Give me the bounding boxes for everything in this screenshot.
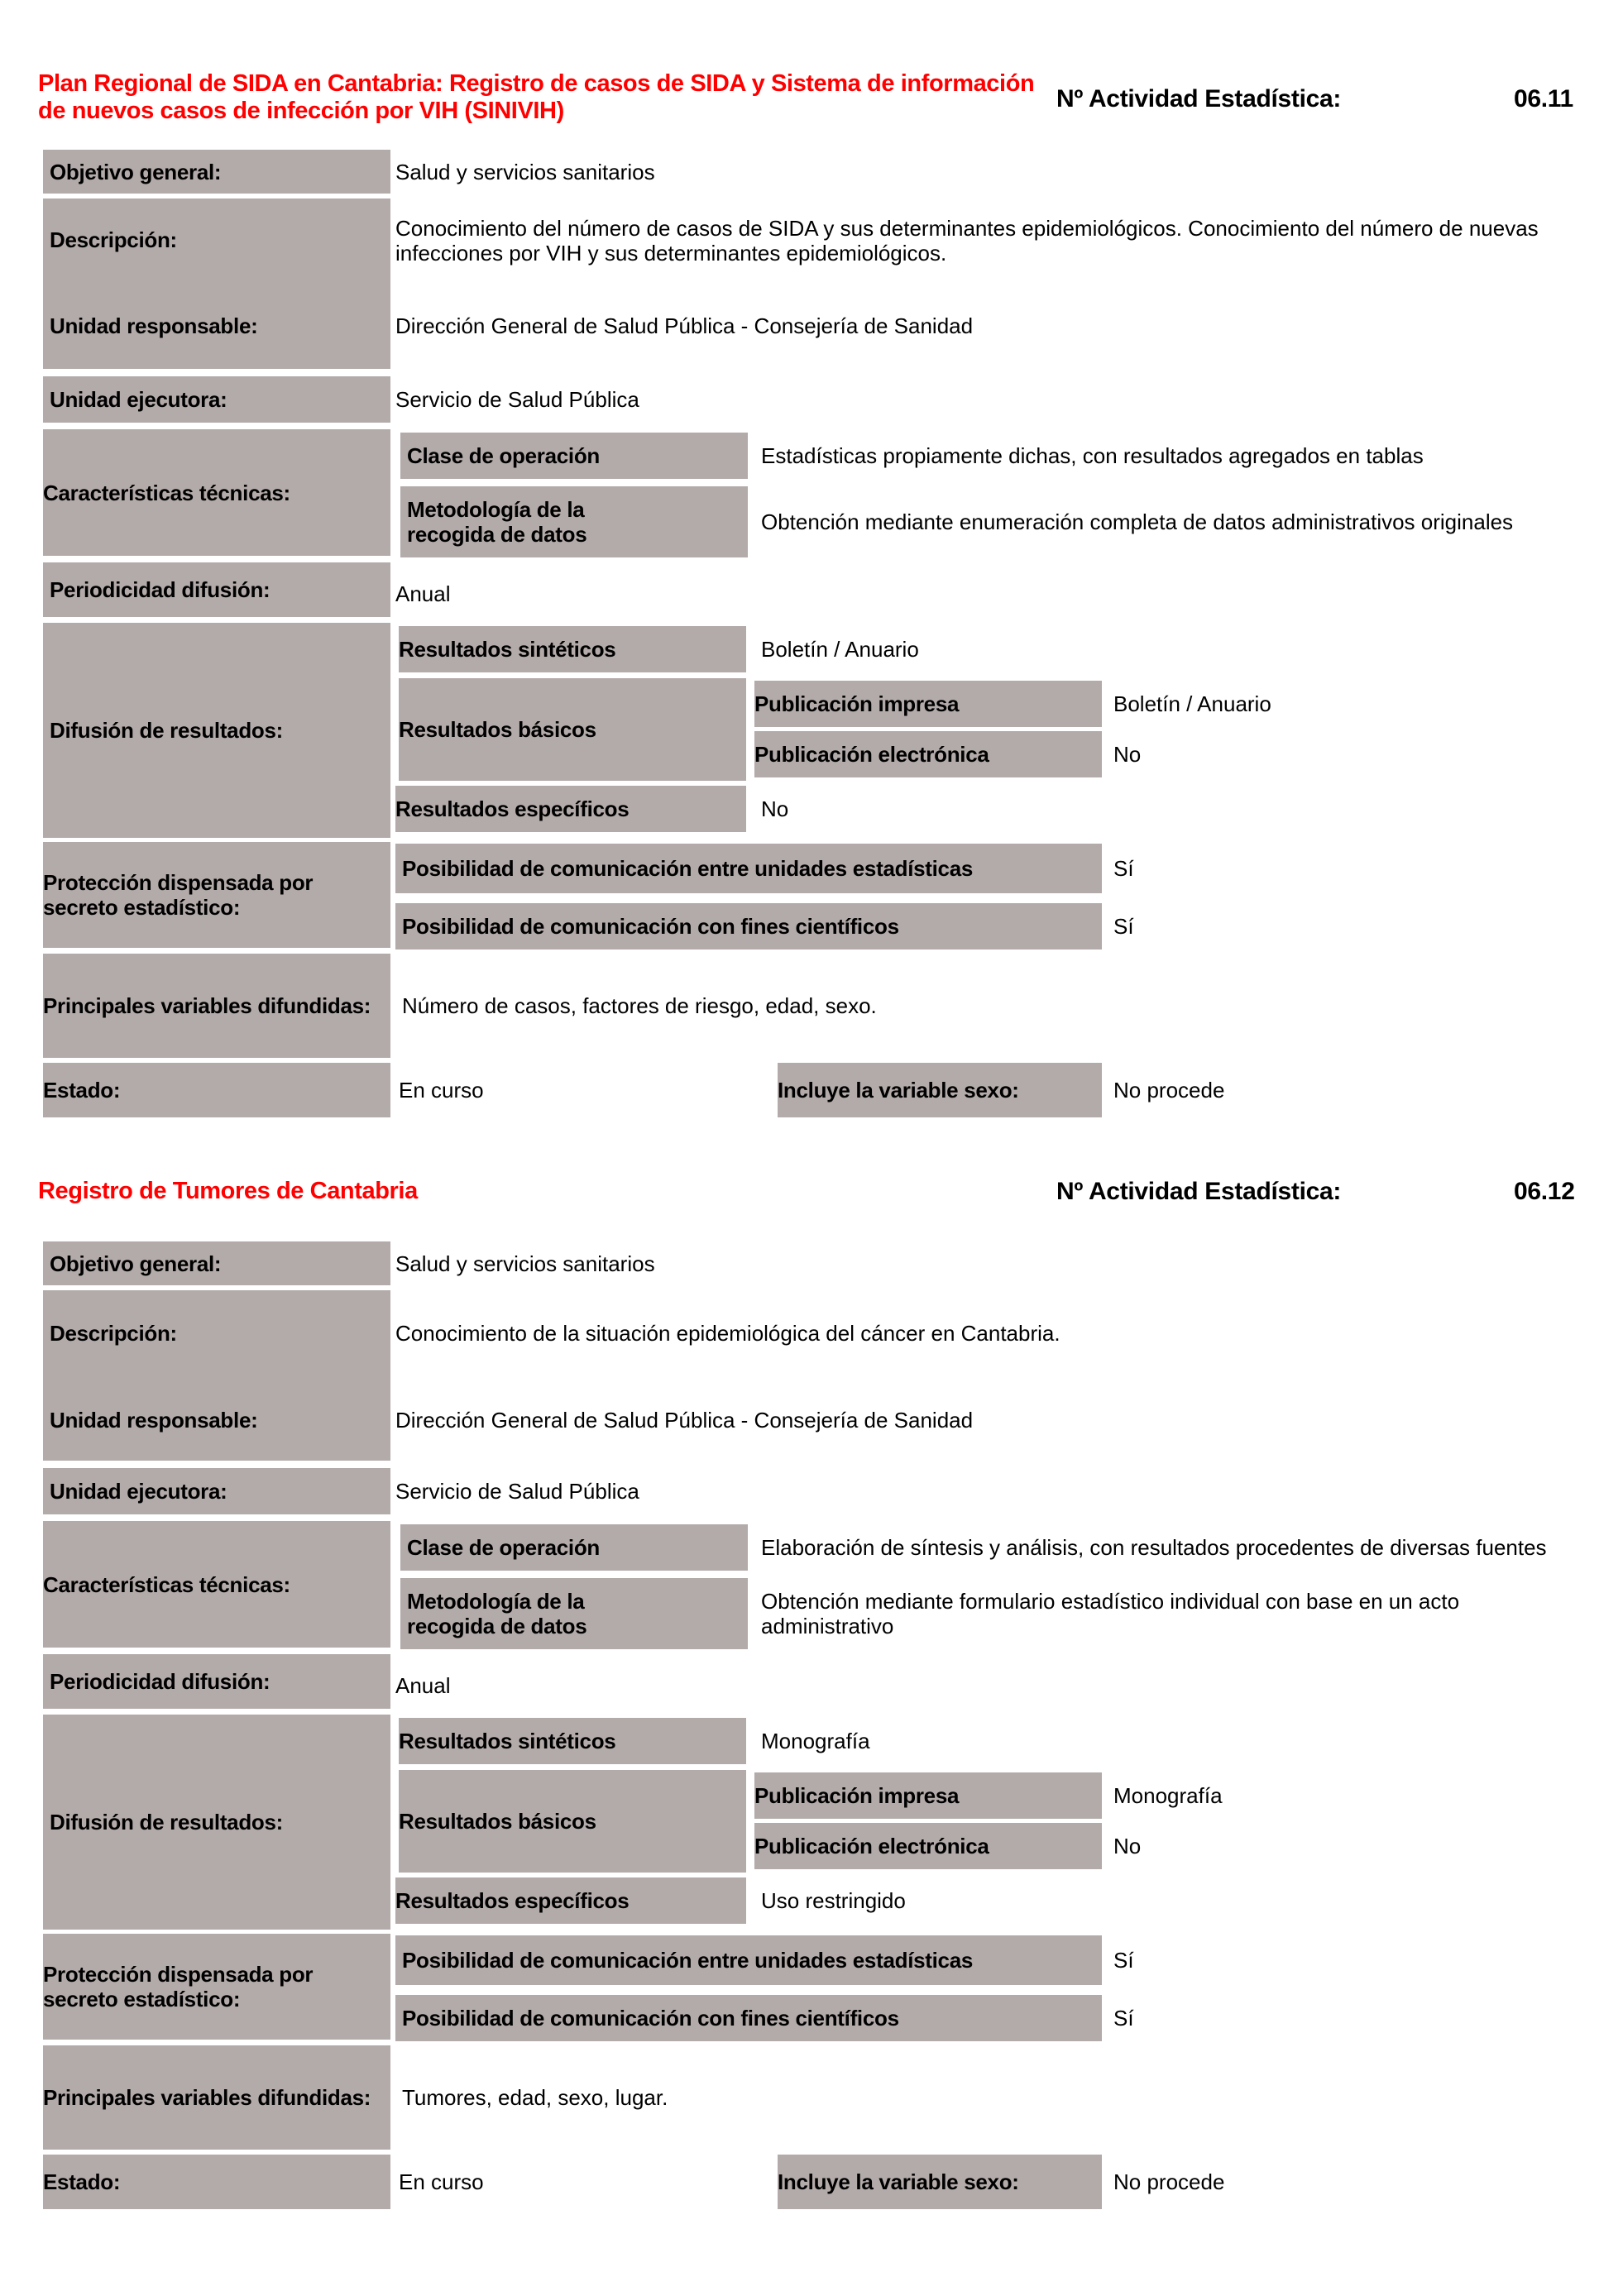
incluye-sexo-label: Incluye la variable sexo:	[778, 2155, 1102, 2209]
resultados-especificos-value: Uso restringido	[761, 1888, 906, 1913]
metodologia-label: Metodología de la recogida de datos	[400, 1578, 748, 1649]
section-title: Plan Regional de SIDA en Cantabria: Registro de casos de SIDA y Sistema de información de nuevos casos de infección por VIH (SINIVIH)	[38, 70, 1035, 124]
resultados-sinteticos-label: Resultados sintéticos	[399, 626, 746, 672]
resultados-especificos-label: Resultados específicos	[395, 786, 746, 832]
descripcion-value: Conocimiento del número de casos de SIDA y sus determinantes epidemiológicos. Conocimiento del número de nuevas infecciones por VIH y sus determinantes epidemiológicos.	[395, 216, 1539, 265]
difusion-label: Difusión de resultados:	[43, 623, 390, 838]
variables-label: Principales variables difundidas:	[43, 2045, 390, 2150]
publicacion-electronica-value: No	[1113, 742, 1142, 767]
publicacion-impresa-value: Boletín / Anuario	[1113, 691, 1271, 716]
publicacion-electronica-label: Publicación electrónica	[754, 731, 1102, 777]
periodicidad-label: Periodicidad difusión:	[43, 1654, 390, 1709]
resultados-sinteticos-label: Resultados sintéticos	[399, 1718, 746, 1764]
variables-value: Tumores, edad, sexo, lugar.	[402, 2085, 668, 2110]
resultados-sinteticos-value: Boletín / Anuario	[761, 637, 919, 662]
incluye-sexo-label: Incluye la variable sexo:	[778, 1063, 1102, 1117]
resultados-basicos-label: Resultados básicos	[399, 678, 746, 781]
estado-label: Estado:	[43, 1063, 390, 1117]
difusion-label: Difusión de resultados:	[43, 1715, 390, 1930]
comunicacion-unidades-value: Sí	[1113, 1948, 1134, 1973]
publicacion-impresa-label: Publicación impresa	[754, 681, 1102, 727]
comunicacion-cientificos-label: Posibilidad de comunicación con fines científicos	[395, 903, 1102, 949]
metodologia-label: Metodología de la recogida de datos	[400, 486, 748, 557]
estado-value: En curso	[399, 1078, 484, 1103]
clase-operacion-label: Clase de operación	[400, 433, 748, 479]
publicacion-electronica-label: Publicación electrónica	[754, 1823, 1102, 1869]
publicacion-impresa-label: Publicación impresa	[754, 1772, 1102, 1819]
caracteristicas-label: Características técnicas:	[43, 429, 390, 556]
resultados-especificos-value: No	[761, 796, 789, 821]
incluye-sexo-value: No procede	[1113, 1078, 1225, 1103]
estado-label: Estado:	[43, 2155, 390, 2209]
section-1	[0, 1092, 1623, 2217]
comunicacion-cientificos-label: Posibilidad de comunicación con fines científicos	[395, 1995, 1102, 2041]
caracteristicas-label: Características técnicas:	[43, 1521, 390, 1648]
comunicacion-cientificos-value: Sí	[1113, 914, 1134, 939]
incluye-sexo-value: No procede	[1113, 2169, 1225, 2194]
proteccion-label: Protección dispensada por secreto estadístico:	[43, 842, 390, 948]
proteccion-label: Protección dispensada por secreto estadístico:	[43, 1934, 390, 2040]
publicacion-electronica-value: No	[1113, 1834, 1142, 1858]
unidad-ejecutora-label: Unidad ejecutora:	[43, 1468, 390, 1514]
objetivo-label: Objetivo general:	[43, 150, 390, 194]
descripcion-value: Conocimiento de la situación epidemiológica del cáncer en Cantabria.	[395, 1321, 1060, 1346]
clase-operacion-value: Elaboración de síntesis y análisis, con resultados procedentes de diversas fuentes	[761, 1535, 1547, 1560]
periodicidad-value: Anual	[395, 1673, 451, 1698]
comunicacion-unidades-value: Sí	[1113, 856, 1134, 881]
activity-number: 06.12	[1514, 1178, 1575, 1205]
unidad-responsable-value: Dirección General de Salud Pública - Consejería de Sanidad	[395, 313, 974, 338]
descripcion-label: Descripción:	[50, 227, 177, 252]
unidad-responsable-label: Unidad responsable:	[50, 1408, 258, 1433]
section-0	[0, 0, 1623, 1125]
section-title: Registro de Tumores de Cantabria	[38, 1178, 418, 1204]
unidad-responsable-value: Dirección General de Salud Pública - Consejería de Sanidad	[395, 1408, 974, 1433]
estado-value: En curso	[399, 2169, 484, 2194]
activity-label: Nº Actividad Estadística:	[1056, 1178, 1342, 1205]
variables-value: Número de casos, factores de riesgo, edad, sexo.	[402, 993, 877, 1018]
comunicacion-cientificos-value: Sí	[1113, 2006, 1134, 2031]
comunicacion-unidades-label: Posibilidad de comunicación entre unidades estadísticas	[395, 844, 1102, 893]
comunicacion-unidades-label: Posibilidad de comunicación entre unidades estadísticas	[395, 1935, 1102, 1985]
unidad-ejecutora-value: Servicio de Salud Pública	[395, 387, 639, 412]
unidad-responsable-label: Unidad responsable:	[50, 313, 258, 338]
metodologia-value: Obtención mediante enumeración completa de datos administrativos originales	[761, 509, 1514, 534]
resultados-sinteticos-value: Monografía	[761, 1729, 870, 1753]
descripcion-label: Descripción:	[50, 1321, 177, 1346]
activity-number: 06.11	[1514, 85, 1573, 112]
activity-label: Nº Actividad Estadística:	[1056, 85, 1342, 112]
unidad-ejecutora-value: Servicio de Salud Pública	[395, 1479, 639, 1504]
periodicidad-value: Anual	[395, 581, 451, 606]
resultados-basicos-label: Resultados básicos	[399, 1770, 746, 1873]
clase-operacion-label: Clase de operación	[400, 1524, 748, 1571]
metodologia-value: Obtención mediante formulario estadístico individual con base en un acto administrativo	[761, 1589, 1460, 1638]
objetivo-value: Salud y servicios sanitarios	[395, 159, 655, 184]
objetivo-value: Salud y servicios sanitarios	[395, 1251, 655, 1276]
publicacion-impresa-value: Monografía	[1113, 1783, 1223, 1808]
clase-operacion-value: Estadísticas propiamente dichas, con resultados agregados en tablas	[761, 443, 1424, 468]
resultados-especificos-label: Resultados específicos	[395, 1877, 746, 1924]
variables-label: Principales variables difundidas:	[43, 954, 390, 1058]
objetivo-label: Objetivo general:	[43, 1241, 390, 1285]
periodicidad-label: Periodicidad difusión:	[43, 562, 390, 617]
unidad-ejecutora-label: Unidad ejecutora:	[43, 376, 390, 423]
